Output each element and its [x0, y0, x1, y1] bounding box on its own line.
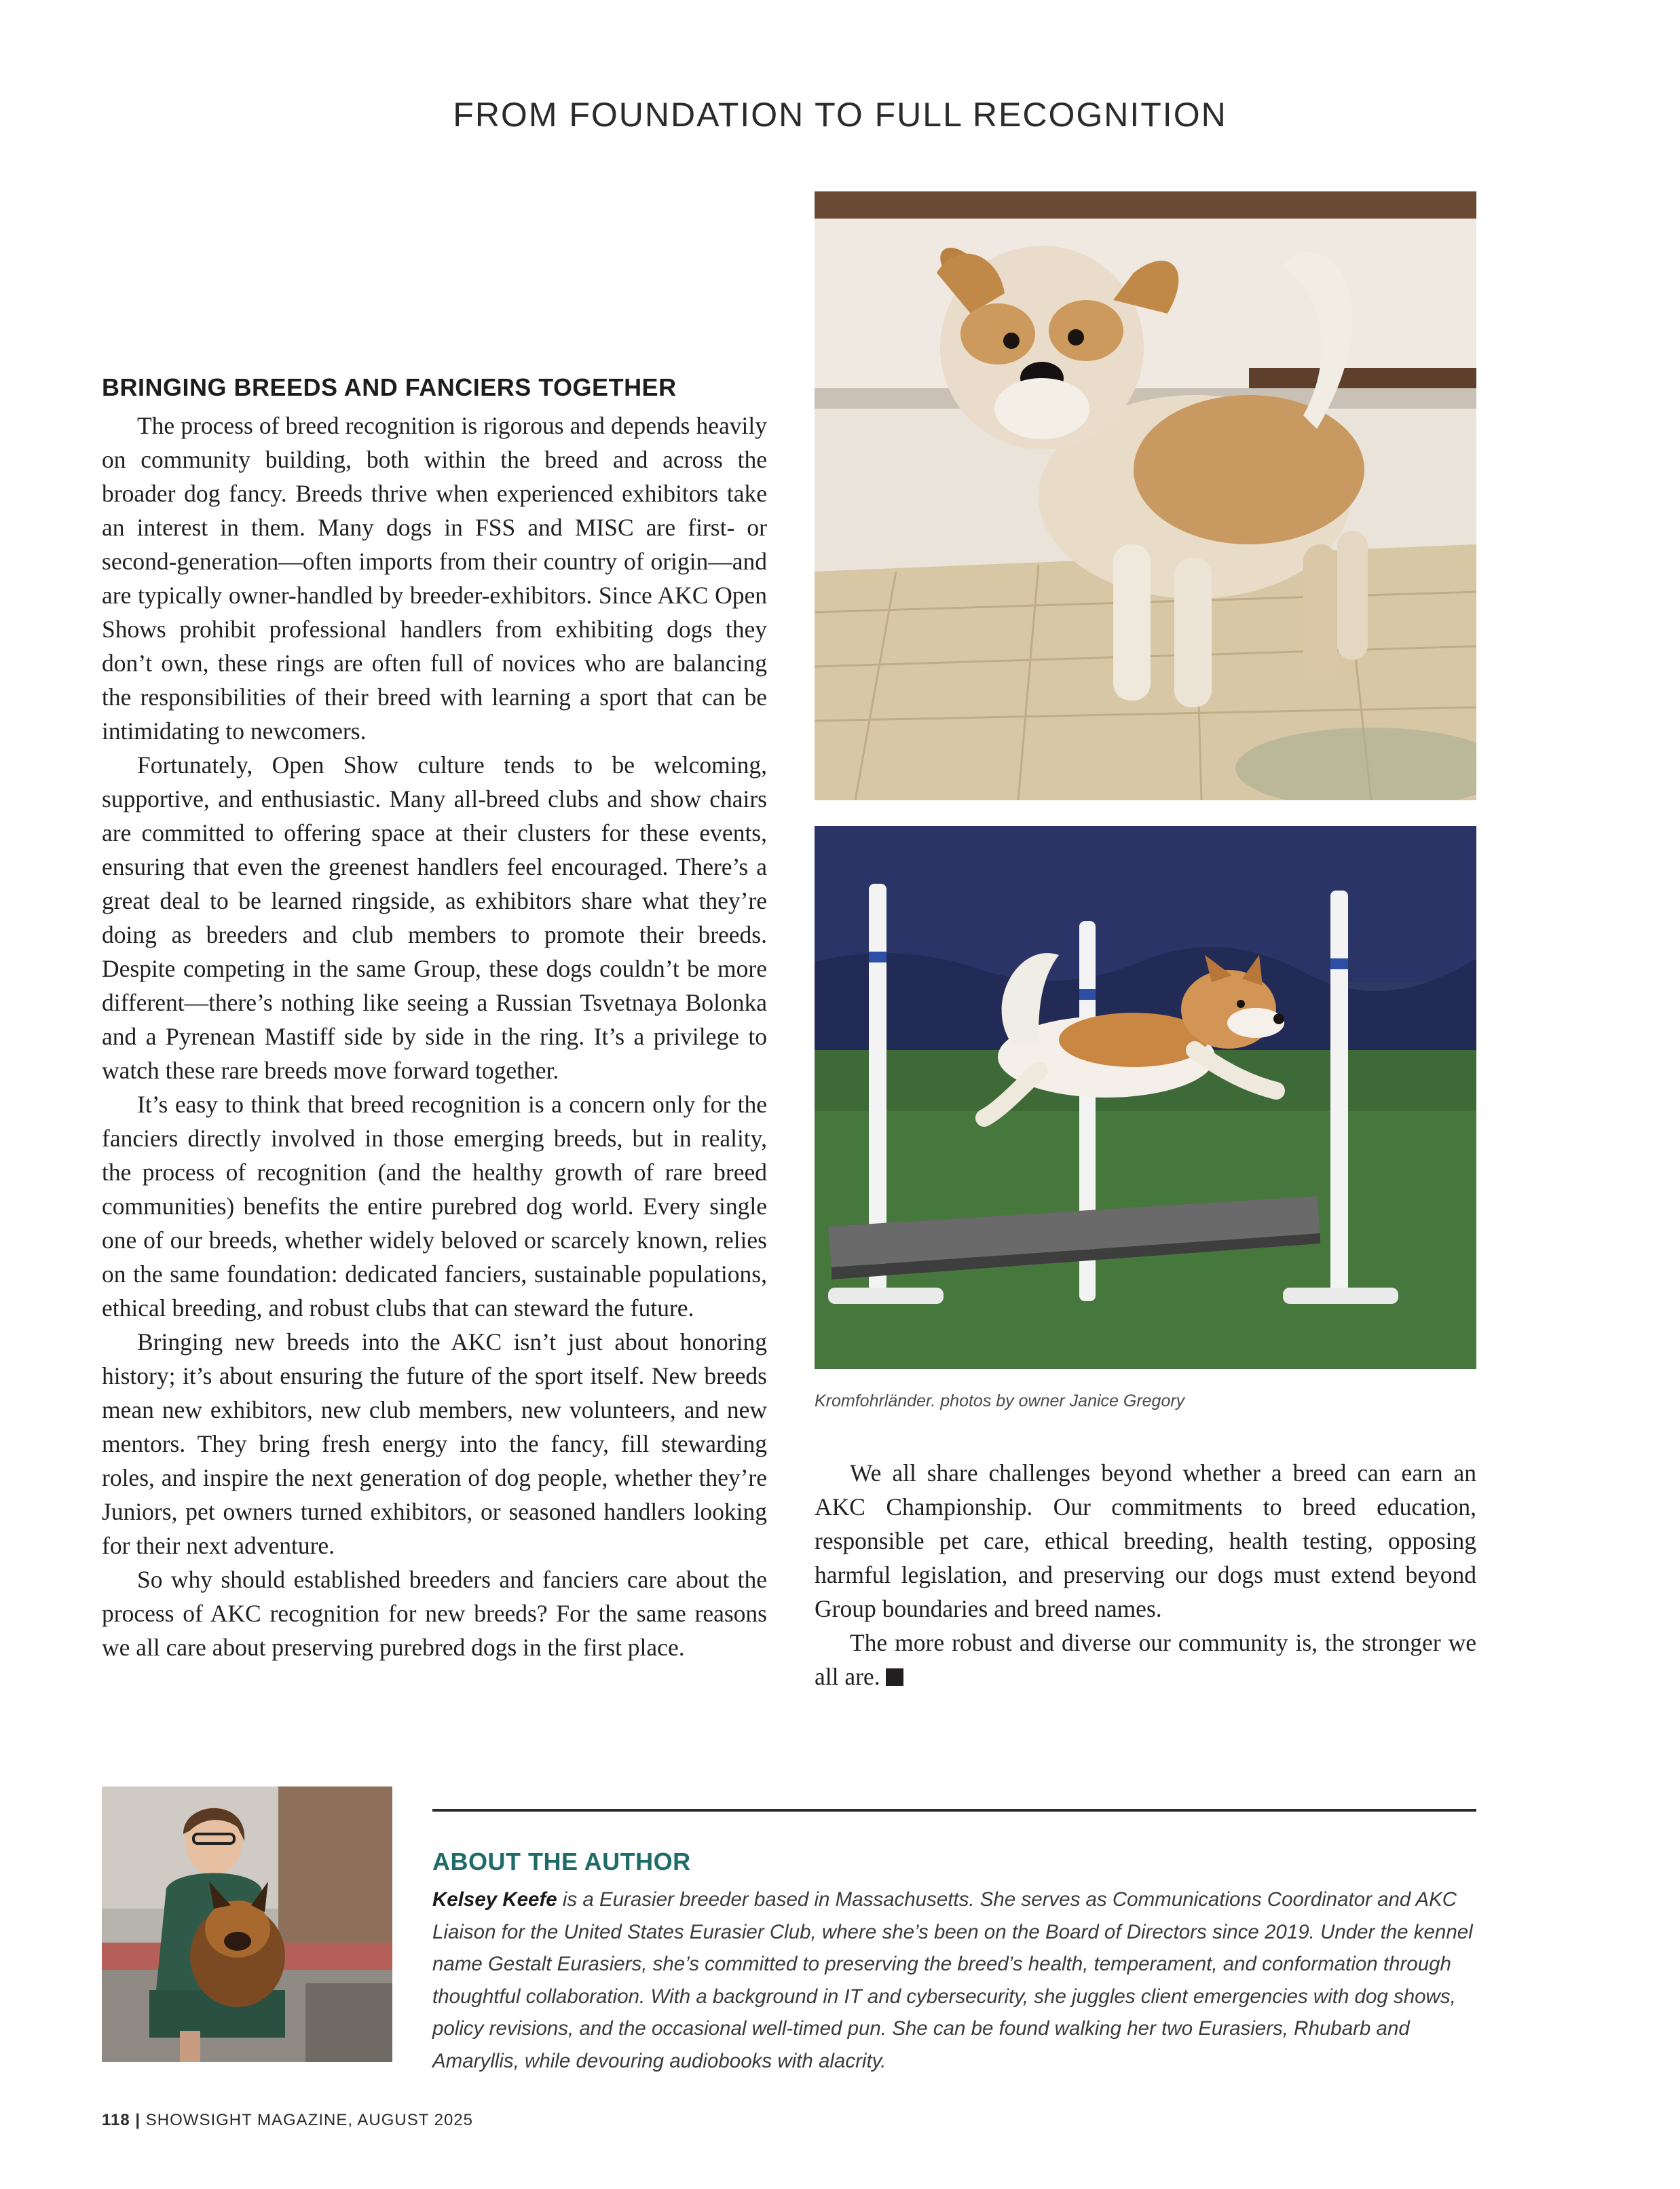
page-number: 118 [102, 2111, 130, 2129]
author-name: Kelsey Keefe [432, 1888, 557, 1911]
article-paragraph: The process of breed recognition is rigorous and depends heavily on community building, both within the breed and across the broader dog fancy. Breeds thrive when experienced exhibitors take an interest in them. Many dogs in FSS and MISC are first- or second-generation—often imports from their country of origin—and are typically owner-handled by breeder-exhibitors. Since AKC Open Shows prohibit professional handlers from exhibiting dogs they don’t own, these rings are often full of novices who are balancing the responsibilities of their breed with learning a sport that can be intimidating to newcomers. [102, 412, 767, 745]
running-header: FROM FOUNDATION TO FULL RECOGNITION [453, 96, 1227, 134]
footer-separator: | [135, 2111, 141, 2129]
article-paragraph: Fortunately, Open Show culture tends to be welcoming, supportive, and enthusiastic. Many all-breed clubs and show chairs are committed to offering space at their clusters for these events, ensuring that even the greenest handlers feel encouraged. There’s a great deal to be learned ringside, as exhibitors share what they’re doing as breeders and club members to promote their breeds. Despite competing in the same Group, these dogs couldn’t be more different—there’s nothing like seeing a Russian Tsvetnaya Bolonka and a Pyrenean Mastiff side by side in the ring. It’s a privilege to watch these rare breeds move forward together. [102, 751, 767, 1084]
article-left-column [102, 372, 767, 1664]
author-section-divider [432, 1809, 1476, 1812]
page-footer [102, 2111, 473, 2130]
author-photo [102, 1786, 392, 2062]
kromfohrlander-agility-jump-photo [815, 826, 1476, 1369]
article-right-column [815, 1456, 1476, 1694]
article-paragraph: Bringing new breeds into the AKC isn’t just about honoring history; it’s about ensuring the future of the sport itself. New breeds mean new exhibitors, new club members, new volunteers, and new mentors. They bring fresh energy into the fancy, fill stewarding roles, and inspire the next generation of dog people, whether they’re Juniors, pet owners turned exhibitors, or seasoned handlers looking for their next adventure. [102, 1328, 767, 1559]
end-of-article-mark [886, 1668, 903, 1686]
article-paragraph: We all share challenges beyond whether a breed can earn an AKC Championship. Our commitments to breed education, responsible pet care, ethical breeding, health testing, opposing harmful legislation, and preserving our dogs must extend beyond Group boundaries and breed names. [815, 1459, 1476, 1622]
photo-caption: Kromfohrländer. photos by owner Janice Gregory [815, 1391, 1185, 1410]
article-paragraph: It’s easy to think that breed recognition is a concern only for the fanciers directly involved in those emerging breeds, but in reality, the process of recognition (and the healthy growth of rare breed communities) benefits the entire purebred dog world. Every single one of our breeds, whether widely beloved or scarcely known, relies on the same foundation: dedicated fanciers, sustainable populations, ethical breeding, and robust clubs that can steward the future. [102, 1091, 767, 1322]
kromfohrlander-standing-photo [815, 191, 1476, 800]
author-bio-text: is a Eurasier breeder based in Massachusetts. She serves as Communications Coordinator and AKC Liaison for the United States Eurasier Club, where she’s been on the Board of Directors since 2019. Under the kennel name Gestalt Eurasiers, she’s committed to preserving the breed’s health, temperament, and conformation through thoughtful collaboration. With a background in IT and cybersecurity, she juggles client emergencies with dog shows, policy revisions, and the occasional well-timed pun. She can be found walking her two Eurasiers, Rhubarb and Amaryllis, while devouring audiobooks with alacrity. [432, 1888, 1473, 2072]
author-heading: ABOUT THE AUTHOR [432, 1848, 691, 1875]
article-paragraph: So why should established breeders and fanciers care about the process of AKC recognition for new breeds? For the same reasons we all care about preserving purebred dogs in the first place. [102, 1566, 767, 1661]
publication-name: SHOWSIGHT MAGAZINE, AUGUST 2025 [145, 2111, 473, 2129]
section-heading: BRINGING BREEDS AND FANCIERS TOGETHER [102, 373, 677, 401]
author-bio [432, 1884, 1478, 2077]
article-closing-paragraph: The more robust and diverse our community is, the stronger we all are. [815, 1629, 1476, 1690]
